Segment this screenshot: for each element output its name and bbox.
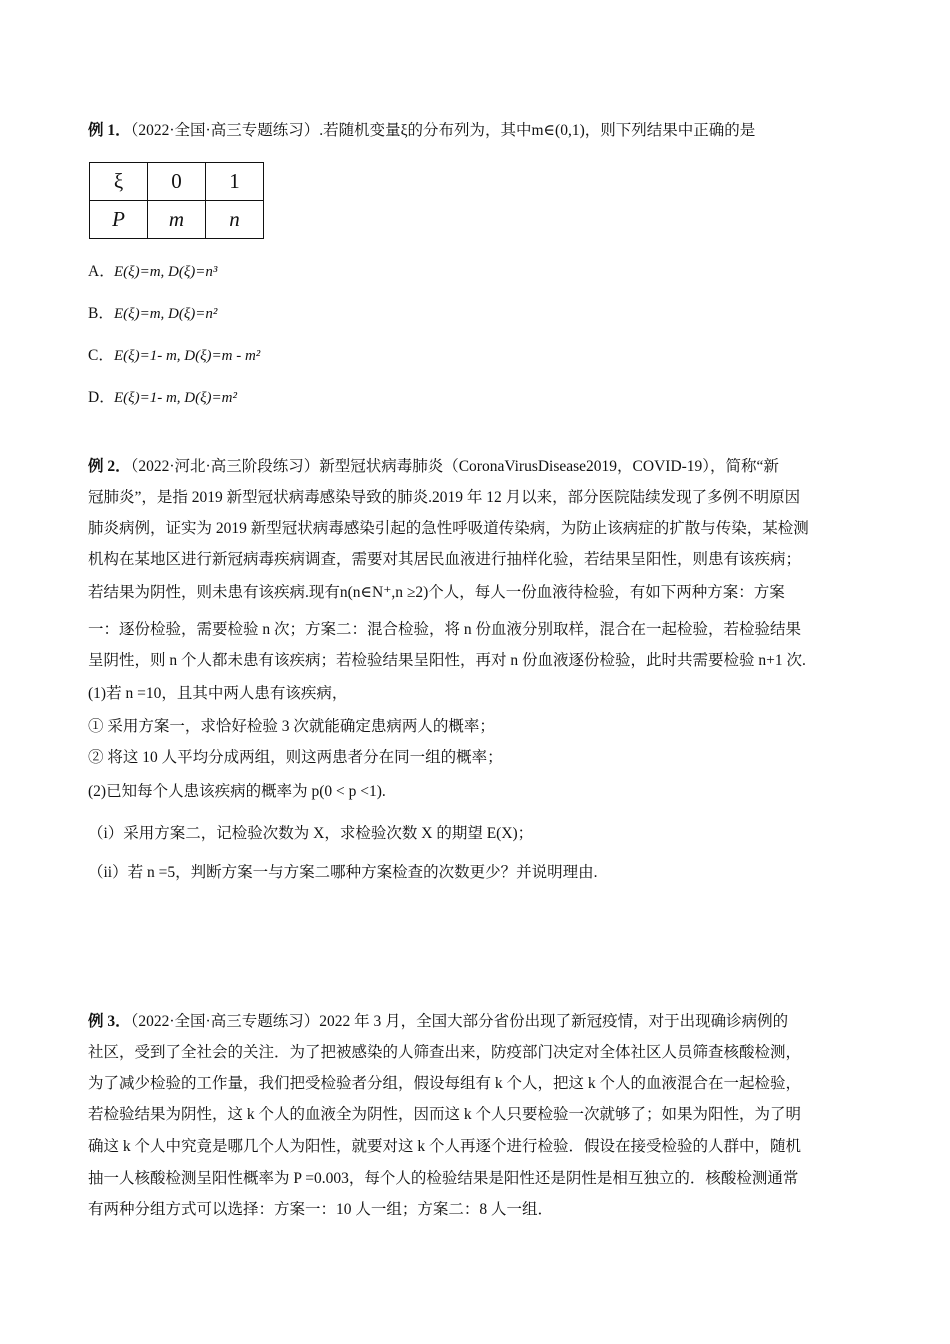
text-line: 若检验结果为阴性，这 k 个人的血液全为阴性，因而这 k 个人只要检验一次就够了；如果为阳性，为了明 [88,1106,802,1123]
option-text: E(ξ)=1- m, D(ξ)=m - m² [114,348,261,364]
option-b [88,304,217,324]
table-row [90,163,264,201]
text-line: （2022·河北·高三阶段练习）新型冠状病毒肺炎（CoronaVirusDisease2019，COVID-19），简称“新 [130,458,779,475]
example-1-stem [88,121,755,141]
option-text: E(ξ)=m, D(ξ)=n³ [114,264,218,280]
text-line: ① 采用方案一，求恰好检验 3 次就能确定患病两人的概率； [88,718,495,735]
table-cell: 0 [148,163,206,201]
text-line: (2)已知每个人患该疾病的概率为 p(0 < p <1). [88,783,386,800]
text-line: (1)若 n =10，且其中两人患有该疾病， [88,685,348,702]
text-line: 确这 k 个人中究竟是哪几个人为阳性，就要对这 k 个人再逐个进行检验．假设在接受检验的人群中，随机 [88,1138,802,1155]
distribution-table [89,162,264,239]
option-text: E(ξ)=1- m, D(ξ)=m² [114,390,237,406]
option-label: B． [88,305,114,322]
option-d [88,388,237,408]
text-line: （ii）若 n =5，判断方案一与方案二哪种方案检查的次数更少？并说明理由. [88,864,598,881]
example-2-line [88,457,779,477]
example-1-label: 例 1． [88,122,131,139]
text-line: 社区，受到了全社会的关注．为了把被感染的人筛查出来，防疫部门决定对全体社区人员筛查核酸检测， [88,1044,802,1061]
text-line: （i）采用方案二，记检验次数为 X，求检验次数 X 的期望 E(X)； [88,825,534,842]
text-line: 冠肺炎”，是指 2019 新型冠状病毒感染导致的肺炎.2019 年 12 月以来，部分医院陆续发现了多例不明原因 [88,489,801,506]
example-3-label: 例 3． [88,1013,131,1030]
text-line: 一：逐份检验，需要检验 n 次；方案二：混合检验，将 n 份血液分别取样，混合在一起检验，若检验结果 [88,621,802,638]
table-cell: 1 [206,163,264,201]
text-line: （2022·全国·高三专题练习）2022 年 3 月，全国大部分省份出现了新冠疫情，对于出现确诊病例的 [130,1013,789,1030]
option-label: D． [88,389,115,406]
example-1-text: （2022·全国·高三专题练习）.若随机变量ξ的分布列为，其中m∈(0,1)，则下列结果中正确的是 [130,122,756,139]
table-cell: P [90,201,148,239]
example-3-line [88,1012,788,1032]
option-a [88,262,217,282]
option-text: E(ξ)=m, D(ξ)=n² [114,306,218,322]
text-line: ② 将这 10 人平均分成两组，则这两患者分在同一组的概率； [88,749,503,766]
option-label: C． [88,347,114,364]
text-line: 机构在某地区进行新冠病毒疾病调查，需要对其居民血液进行抽样化验，若结果呈阳性，则患有该疾病； [88,551,802,568]
text-line: 为了减少检验的工作量，我们把受检验者分组，假设每组有 k 个人，把这 k 个人的血液混合在一起检验， [88,1075,802,1092]
text-line: 呈阴性，则 n 个人都未患有该疾病；若检验结果呈阳性，再对 n 份血液逐份检验，此时共需要检验 n+1 次. [88,652,806,669]
text-line: 若结果为阴性，则未患有该疾病.现有n(n∈N⁺,n ≥2)个人，每人一份血液待检验，有如下两种方案：方案 [88,584,785,601]
example-2-label: 例 2． [88,458,131,475]
table-cell: n [206,201,264,239]
table-row [90,201,264,239]
table-cell: m [148,201,206,239]
option-label: A． [88,263,115,280]
option-c [88,346,260,366]
table-cell: ξ [90,163,148,201]
text-line: 有两种分组方式可以选择：方案一：10 人一组；方案二：8 人一组． [88,1201,554,1218]
text-line: 肺炎病例，证实为 2019 新型冠状病毒感染引起的急性呼吸道传染病，为防止该病症的扩散与传染，某检测 [88,520,809,537]
text-line: 抽一人核酸检测呈阳性概率为 P =0.003，每个人的检验结果是阳性还是阴性是相互独立的．核酸检测通常 [88,1170,799,1187]
